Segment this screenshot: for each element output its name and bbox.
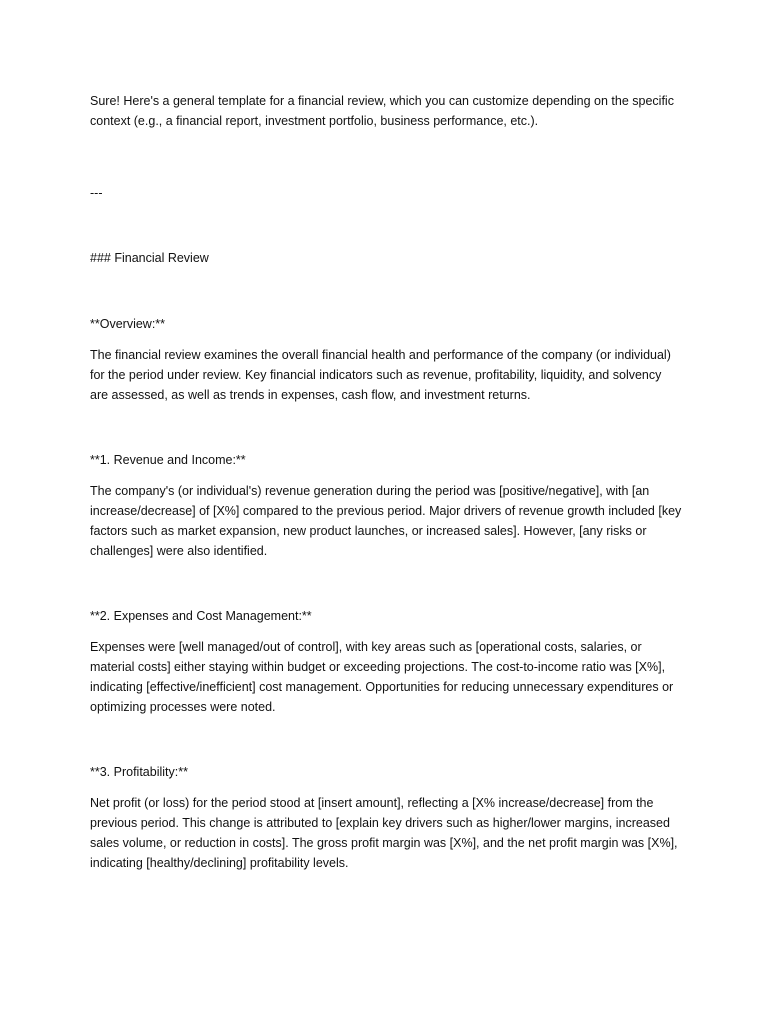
section-expenses [90, 606, 682, 717]
intro-paragraph: Sure! Here's a general template for a financial review, which you can customize depending on the specific context (e.g., a financial report, investment portfolio, business performance, etc.). [90, 94, 674, 128]
section-label-expenses: **2. Expenses and Cost Management:** [90, 609, 312, 623]
section-body-expenses: Expenses were [well managed/out of control], with key areas such as [operational costs, salaries, or material costs] either staying within budget or exceeding projections. The cost-to-income ratio was [X%], indicating [effective/inefficient] cost management. Opportunities for reducing unnecessary expenditures or optimizing processes were noted. [90, 640, 674, 714]
section-body-revenue: The company's (or individual's) revenue generation during the period was [positive/negative], with [an increase/decrease] of [X%] compared to the previous period. Major drivers of revenue growth included [key factors such as market expansion, new product launches, or increased sales]. However, [any risks or challenges] were also identified. [90, 484, 682, 558]
document-body [90, 91, 682, 918]
section-label-profitability: **3. Profitability:** [90, 765, 188, 779]
section-revenue [90, 450, 682, 561]
section-label-overview: **Overview:** [90, 317, 166, 331]
section-label-revenue: **1. Revenue and Income:** [90, 453, 246, 467]
section-body-profitability: Net profit (or loss) for the period stood at [insert amount], reflecting a [X% increase/decrease] from the previous period. This change is attributed to [explain key drivers such as higher/lower margins, increased sales volume, or reduction in costs]. The gross profit margin was [X%], and the net profit margin was [X%], indicating [healthy/declining] profitability levels. [90, 796, 678, 870]
document-heading: ### Financial Review [90, 251, 209, 265]
section-overview [90, 314, 682, 405]
separator-line: --- [90, 186, 103, 200]
section-body-overview: The financial review examines the overall financial health and performance of the company (or individual) for the period under review. Key financial indicators such as revenue, profitability, liquidity, and solvency are assessed, as well as trends in expenses, cash flow, and investment returns. [90, 348, 671, 402]
section-profitability [90, 762, 682, 873]
